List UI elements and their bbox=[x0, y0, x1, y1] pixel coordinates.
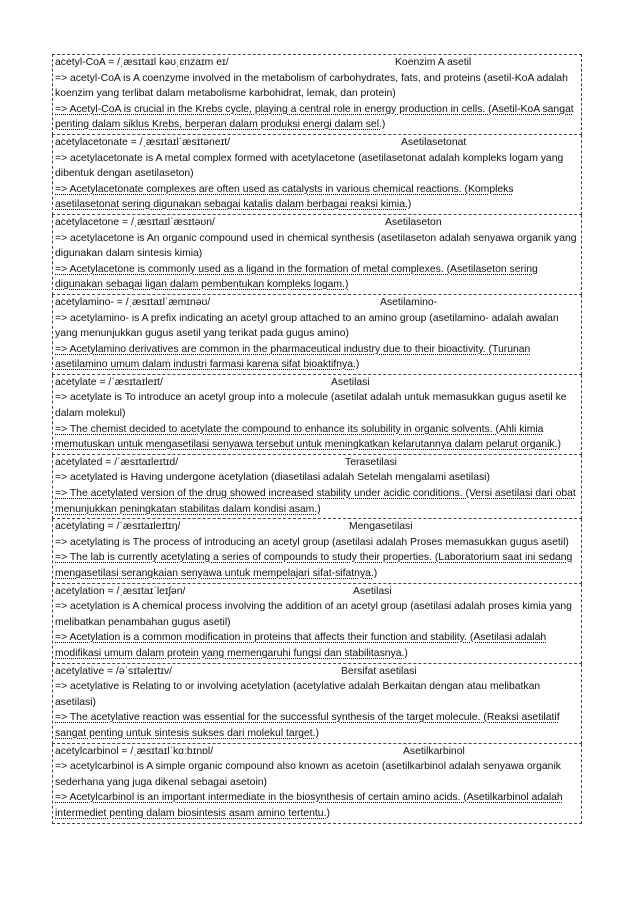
entry-translation: Mengasetilasi bbox=[349, 521, 413, 533]
entry-definition: => acetylacetone is An organic compound used in chemical synthesis (asetilaseton adalah senyawa organik yang digunakan dalam sintesis kimia) bbox=[55, 232, 577, 260]
entry-translation: Asetilasi bbox=[353, 585, 392, 597]
glossary-entry bbox=[52, 584, 582, 664]
entry-term: acetylcarbinol = /ˌæsɪtaɪlˈkɑːbɪnɒl/ bbox=[55, 745, 214, 757]
entry-translation: Bersifat asetilasi bbox=[341, 665, 417, 677]
entry-example: => Acetylamino derivatives are common in the pharmaceutical industry due to their bioactivity. (Turunan asetilamino umum dalam industri farmasi karena sifat bioaktifnya.) bbox=[55, 343, 531, 371]
glossary-entry bbox=[52, 744, 582, 824]
entry-heading bbox=[55, 375, 579, 391]
entry-example: => Acetylation is a common modification in proteins that affects their function and stability. (Asetilasi adalah modifikasi umum dalam protein yang memengaruhi fungsi dan stabilitasnya.) bbox=[55, 632, 547, 659]
entry-term: acetylamino- = /ˌæsɪtaɪlˈæmɪnəʊ/ bbox=[55, 296, 211, 308]
entry-example: => Acetylacetonate complexes are often used as catalysts in various chemical reactions. (Kompleks asetilasetonat sering digunakan sebagai katalis dalam berbagai reaksi kimia.) bbox=[55, 183, 514, 211]
glossary-entry bbox=[52, 664, 582, 744]
glossary-entry bbox=[52, 375, 582, 455]
entry-example: => Acetylcarbinol is an important intermediate in the biosynthesis of certain amino acids. (Asetilkarbinol adalah intermediet penting dalam biosintesis asam amino tertentu.) bbox=[55, 792, 563, 819]
glossary-entry bbox=[52, 455, 582, 519]
entry-definition: => acetylated is Having undergone acetylation (diasetilasi adalah Setelah mengalami asetilasi) bbox=[55, 472, 490, 484]
entry-definition: => acetylcarbinol is A simple organic compound also known as acetoin (asetilkarbinol adalah senyawa organik sederhana yang juga dikenal sebagai asetoin) bbox=[55, 761, 561, 788]
entry-heading bbox=[55, 519, 579, 535]
glossary-page bbox=[52, 54, 582, 824]
entry-example: => Acetylacetone is commonly used as a ligand in the formation of metal complexes. (Asetilaseton sering digunakan sebagai ligan dalam pembentukan kompleks logam.) bbox=[55, 263, 538, 291]
entry-definition: => acetyl-CoA is A coenzyme involved in the metabolism of carbohydrates, fats, and proteins (asetil-KoA adalah koenzim yang terlibat dalam metabolisme karbohidrat, lemak, dan protein) bbox=[55, 72, 568, 100]
entry-translation: Asetilasi bbox=[331, 376, 370, 388]
entry-term: acetylacetonate = /ˌæsɪtaɪlˈæsɪtəneɪt/ bbox=[55, 136, 231, 148]
entry-term: acetylate = /ˈæsɪtaɪleɪt/ bbox=[55, 376, 163, 388]
entry-heading bbox=[55, 55, 579, 71]
glossary-entry bbox=[52, 295, 582, 375]
glossary-entry bbox=[52, 54, 582, 135]
entry-definition: => acetylation is A chemical process involving the addition of an acetyl group (asetilasi adalah proses kimia yang melibatkan penambahan gugus asetil) bbox=[55, 601, 572, 628]
entry-term: acetylacetone = /ˌæsɪtaɪlˈæsɪtəʊn/ bbox=[55, 216, 215, 228]
entry-definition: => acetylacetonate is A metal complex formed with acetylacetone (asetilasetonat adalah kompleks logam yang dibentuk dengan asetilaseton) bbox=[55, 152, 564, 180]
entry-term: acetylation = /ˌæsɪtaɪˈleɪʃən/ bbox=[55, 585, 186, 597]
entry-term: acetylative = /əˈsɪtəleɪtɪv/ bbox=[55, 665, 173, 677]
entry-translation: Asetilaseton bbox=[385, 216, 442, 228]
entry-heading bbox=[55, 455, 579, 471]
entry-heading bbox=[55, 295, 579, 311]
entry-translation: Asetilamino- bbox=[380, 296, 438, 308]
entry-term: acetylating = /ˈæsɪtaɪleɪtɪŋ/ bbox=[55, 521, 181, 533]
entry-heading bbox=[55, 664, 579, 680]
entry-definition: => acetylamino- is A prefix indicating an acetyl group attached to an amino group (asetilamino- adalah awalan yang menunjukkan gugus asetil yang terikat pada gugus amino) bbox=[55, 312, 559, 340]
glossary-entry bbox=[52, 215, 582, 295]
entry-translation: Terasetilasi bbox=[345, 456, 397, 468]
entry-translation: Koenzim A asetil bbox=[395, 57, 472, 68]
glossary-entry bbox=[52, 519, 582, 583]
entry-definition: => acetylative is Relating to or involving acetylation (acetylative adalah Berkaitan dengan atau melibatkan asetilasi) bbox=[55, 681, 541, 708]
entry-example: => The acetylated version of the drug showed increased stability under acidic conditions. (Versi asetilasi dari obat menunjukkan peningkatan stabilitas dalam kondisi asam.) bbox=[55, 488, 576, 515]
entry-definition: => acetylate is To introduce an acetyl group into a molecule (asetilat adalah untuk memasukkan gugus asetil ke dalam molekul) bbox=[55, 392, 567, 420]
glossary-entry bbox=[52, 135, 582, 215]
entry-example: => The chemist decided to acetylate the compound to enhance its solubility in organic solvents. (Ahli kimia memutuskan untuk mengasetilasi senyawa tersebut untuk meningkatkan kelarutannya dalam pelarut organik.) bbox=[55, 423, 561, 451]
entry-translation: Asetilkarbinol bbox=[403, 745, 465, 757]
entry-translation: Asetilasetonat bbox=[401, 136, 467, 148]
entry-term: acetyl-CoA = /ˌæsɪtaɪl kəʊˌɛnzaɪm eɪ/ bbox=[55, 57, 229, 68]
entry-example: => Acetyl-CoA is crucial in the Krebs cycle, playing a central role in energy production in cells. (Asetil-KoA sangat penting dalam siklus Krebs, berperan dalam produksi energi dalam sel.) bbox=[55, 103, 574, 131]
entry-heading bbox=[55, 584, 579, 600]
entry-heading bbox=[55, 215, 579, 231]
entry-heading bbox=[55, 744, 579, 760]
entry-example: => The acetylative reaction was essential for the successful synthesis of the target molecule. (Reaksi asetilatif sangat penting untuk sintesis sukses dari molekul target.) bbox=[55, 712, 560, 739]
entry-term: acetylated = /ˈæsɪtaɪleɪtɪd/ bbox=[55, 456, 179, 468]
entry-heading bbox=[55, 135, 579, 151]
entry-definition: => acetylating is The process of introducing an acetyl group (asetilasi adalah Proses memasukkan gugus asetil) bbox=[55, 536, 569, 548]
entry-example: => The lab is currently acetylating a series of compounds to study their properties. (Laboratorium saat ini sedang mengasetilasi serangkaian senyawa untuk mempelajari sifat-sifatnya.) bbox=[55, 552, 573, 579]
